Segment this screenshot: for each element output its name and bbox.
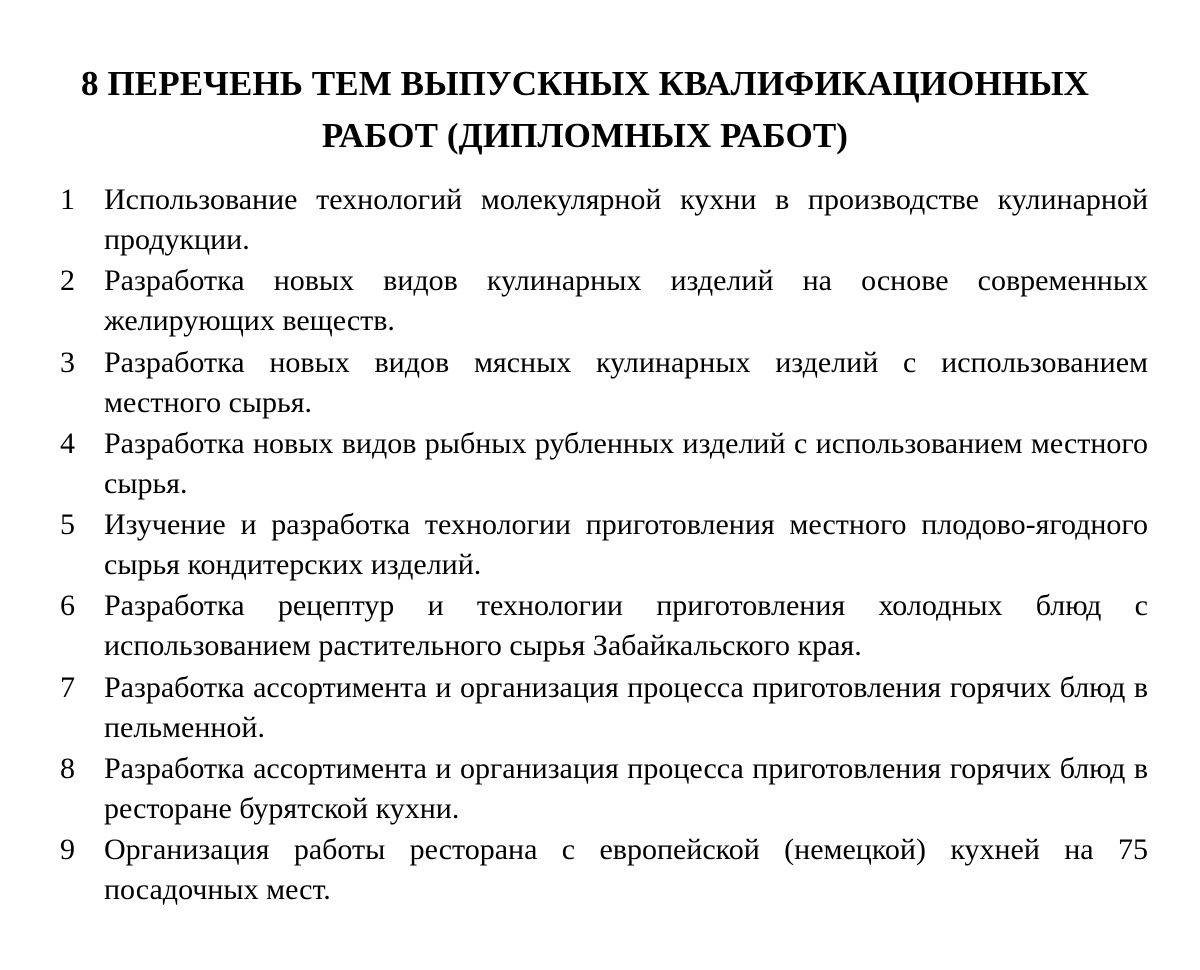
topic-number: 9: [60, 833, 75, 867]
topic-number: 8: [60, 752, 75, 786]
topic-text: Изучение и разработка технологии приготовления местного плодово-ягодного сырья кондитерских изделий.: [104, 508, 1148, 582]
topic-number: 6: [60, 589, 75, 623]
topic-number: 1: [60, 183, 75, 216]
topic-number: 7: [60, 670, 75, 704]
topic-item-8: [58, 749, 1148, 830]
topic-text: Разработка рецептур и технологии приготовления холодных блюд с использованием растительного сырья Забайкальского края.: [104, 589, 1148, 663]
topic-number: 2: [60, 264, 75, 298]
topic-item-3: [58, 343, 1148, 424]
topic-number: 4: [60, 426, 75, 460]
topic-item-7: [58, 668, 1148, 749]
topic-item-5: [58, 505, 1148, 586]
topic-item-2: [58, 261, 1148, 342]
topic-text: Разработка ассортимента и организация процесса приготовления горячих блюд в пельменной.: [104, 670, 1148, 744]
title-line-2: РАБОТ (ДИПЛОМНЫХ РАБОТ): [321, 116, 849, 155]
topic-text: Использование технологий молекулярной кухни в производстве кулинарной продукции.: [104, 183, 1148, 256]
title-line-1: 8 ПЕРЕЧЕНЬ ТЕМ ВЫПУСКНЫХ КВАЛИФИКАЦИОННЫХ: [81, 64, 1089, 103]
topic-text: Организация работы ресторана с европейской (немецкой) кухней на 75 посадочных мест.: [104, 833, 1148, 907]
topic-list: [58, 180, 1148, 912]
topic-number: 3: [60, 345, 75, 379]
topic-text: Разработка новых видов мясных кулинарных изделий с использованием местного сырья.: [104, 345, 1148, 419]
topic-item-6: [58, 586, 1148, 667]
topic-text: Разработка ассортимента и организация процесса приготовления горячих блюд в ресторане бурятской кухни.: [104, 752, 1148, 826]
topic-text: Разработка новых видов кулинарных изделий на основе современных желирующих веществ.: [104, 264, 1148, 338]
topic-text: Разработка новых видов рыбных рубленных изделий с использованием местного сырья.: [104, 426, 1148, 500]
topic-number: 5: [60, 508, 75, 542]
topic-item-9: [58, 830, 1148, 911]
topic-item-1: [58, 180, 1148, 261]
page-title: [0, 58, 1170, 162]
topic-item-4: [58, 424, 1148, 505]
